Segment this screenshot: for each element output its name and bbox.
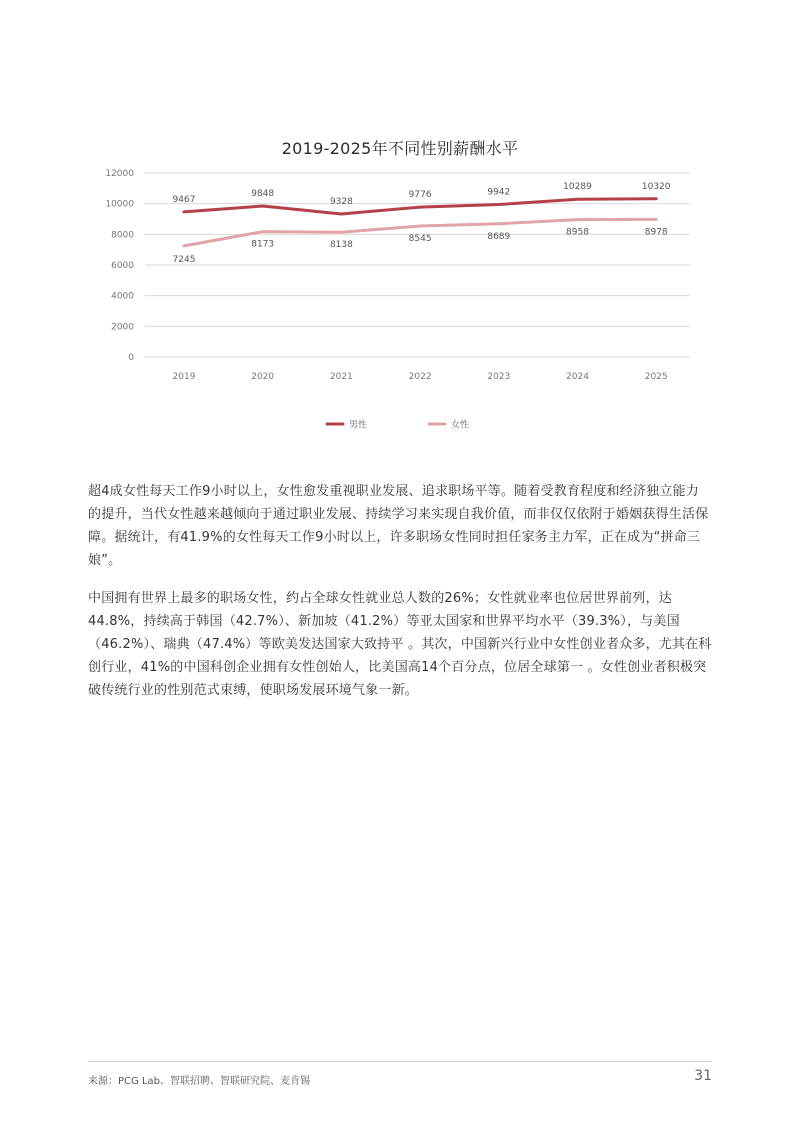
x-tick-label: 2019 <box>172 372 196 382</box>
series-line-male <box>184 196 656 214</box>
footer-divider <box>88 1061 712 1062</box>
x-tick-label: 2020 <box>251 372 275 382</box>
data-label: 10320 <box>641 181 671 192</box>
data-label: 9776 <box>408 190 432 201</box>
data-label: 9467 <box>172 194 196 205</box>
legend-label: 女性 <box>451 420 470 431</box>
y-tick-label: 6000 <box>111 261 134 271</box>
x-tick-label: 2022 <box>408 372 432 382</box>
data-label: 8138 <box>329 240 353 251</box>
x-tick-label: 2023 <box>487 372 511 382</box>
y-tick-label: 12000 <box>105 169 134 179</box>
footer-source: 来源：PCG Lab、智联招聘、智联研究院、麦肯锡 <box>88 1076 310 1087</box>
y-tick-label: 8000 <box>111 230 134 241</box>
data-label: 9848 <box>251 188 275 199</box>
data-label: 9328 <box>329 196 353 207</box>
data-label: 8173 <box>251 239 275 250</box>
data-label: 8545 <box>408 233 432 244</box>
paragraph-employment: 中国拥有世界上最多的职场女性，约占全球女性就业总人数的26%；女性就业率也位居世界前列，达44.8%，持续高于韩国（42.7%）、新加坡（41.2%）等亚太国家和世界平均水平（39.3%），与美国（46.2%）、瑞典（47.4%）等欧美发达国家大致持平 。其次，中国新兴行业中女性创业者众多，尤其在科创行业，41%的中国科创企业拥有女性创始人，比美国高14个百分点，位居全球第一 。女性创业者积极突破传统行业的性别范式束缚，使职场发展环境气象一新。 <box>88 591 712 698</box>
x-tick-label: 2021 <box>329 372 353 382</box>
y-tick-label: 2000 <box>111 322 134 333</box>
x-tick-label: 2025 <box>644 372 668 382</box>
paragraph-workhours: 超4成女性每天工作9小时以上，女性愈发重视职业发展、追求职场平等。随着受教育程度和经济独立能力的提升，当代女性越来越倾向于通过职业发展、持续学习来实现自我价值，而非仅仅依附于婚姻获得生活保障。据统计，有41.9%的女性每天工作9小时以上，许多职场女性同时担任家务主力军，正在成为“拼命三娘”。 <box>88 484 709 568</box>
salary-line-chart <box>0 160 800 460</box>
data-label: 8689 <box>487 231 511 242</box>
data-label: 7245 <box>172 254 196 265</box>
y-tick-label: 0 <box>128 353 134 363</box>
y-tick-label: 4000 <box>111 291 134 302</box>
legend-label: 男性 <box>349 420 368 431</box>
data-label: 9942 <box>487 187 511 198</box>
x-tick-label: 2024 <box>566 372 589 382</box>
data-label: 8978 <box>644 227 668 238</box>
page-number: 31 <box>694 1068 712 1084</box>
data-label: 10289 <box>563 182 592 193</box>
y-tick-label: 10000 <box>105 199 134 210</box>
data-label: 8958 <box>566 227 589 238</box>
chart-title: 2019-2025年不同性别薪酬水平 <box>281 139 519 158</box>
